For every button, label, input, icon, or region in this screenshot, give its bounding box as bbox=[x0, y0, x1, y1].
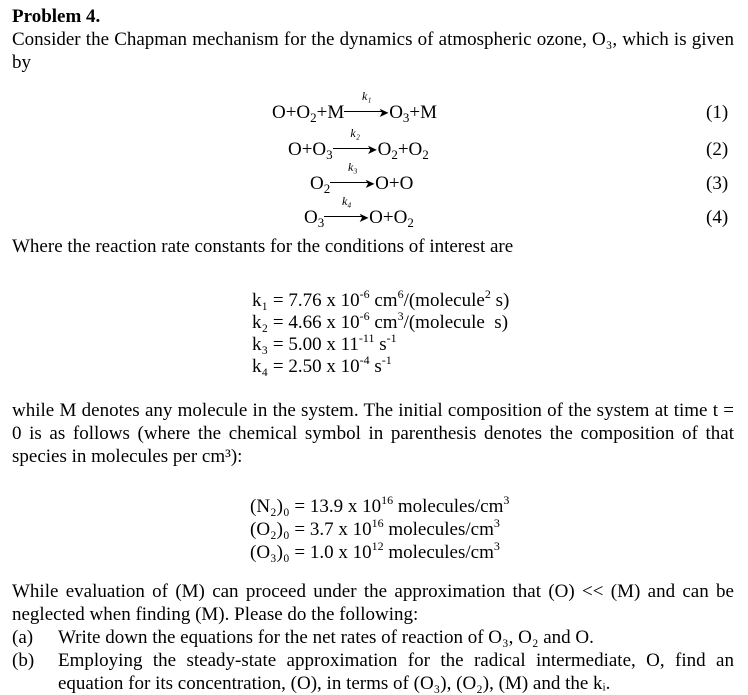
rate-label-k2: k₂ bbox=[350, 126, 360, 140]
intro-paragraph: Consider the Chapman mechanism for the dynamics of atmospheric ozone, O₃, which is given by bbox=[12, 29, 734, 73]
rate-constant-k3: k₃ = 5.00 x $11^{-11}$ $s^{-1}$ bbox=[252, 331, 397, 355]
task-a-label: (a) bbox=[12, 627, 34, 648]
rate-label-k1: k₁ bbox=[361, 89, 372, 103]
rate-label-k4: k₄ bbox=[341, 194, 352, 208]
task-a bbox=[12, 626, 734, 649]
task-b-text: Employing the steady-state approximation for the radical intermediate, O, find an equation for its concentration, (O), in terms of (O₃), (O₂), (M) and the kᵢ. bbox=[58, 650, 734, 694]
equation-number-4: (4) bbox=[706, 207, 729, 228]
problem-title: Problem 4. bbox=[12, 6, 101, 27]
task-b bbox=[12, 649, 734, 695]
rate-constant-k4: k₄ = 2.50 x $10^{-4}$ $s^{-1}$ bbox=[252, 353, 392, 377]
equation-4: $O_3$ k₄ $➤O+O_2$ bbox=[304, 194, 414, 230]
initial-o2: (O₂)₀ = 3.7 x $10^{16}$ molecules/$cm^3$ bbox=[250, 516, 500, 540]
task-a-text: Write down the equations for the net rates of reaction of O₃, O₂ and O. bbox=[58, 627, 594, 648]
initial-o3: (O₃)₀ = 1.0 x $10^{12}$ molecules/$cm^3$ bbox=[250, 539, 500, 563]
equation-3: $O_2$ k₃ ➤O+O bbox=[310, 160, 414, 196]
rate-constant-k1: k₁ = 7.76 x $10^{-6}$ $cm^6/(molecule^2$ s) bbox=[252, 287, 510, 311]
rate-intro: Where the reaction rate constants for the conditions of interest are bbox=[12, 236, 514, 257]
rate-constant-k2: k₂ = 4.66 x $10^{-6}$ $cm^3/(molecule$ s) bbox=[252, 309, 509, 333]
equation-number-2: (2) bbox=[706, 139, 729, 160]
equation-number-3: (3) bbox=[706, 173, 729, 194]
approximation-paragraph: While evaluation of (M) can proceed under the approximation that (O) << (M) and can be neglected when finding (M). Please do the following: bbox=[12, 581, 734, 625]
equation-number-1: (1) bbox=[706, 102, 729, 123]
equation-2: $O+O_3$ k₂ $➤O_2+O_2$ bbox=[288, 126, 429, 162]
initial-n2: (N₂)₀ = 13.9 x $10^{16}$ molecules/$cm^3$ bbox=[250, 493, 510, 517]
initial-composition-intro: while M denotes any molecule in the system. The initial composition of the system at time t = 0 is as follows (where the chemical symbol in parenthesis denotes the composition of that species in molecules per cm³): bbox=[12, 400, 734, 467]
task-b-label: (b) bbox=[12, 650, 35, 671]
equation-1: $O+O_2+M$ k₁ $➤O_3+M$ bbox=[272, 89, 438, 125]
rate-label-k3: k₃ bbox=[347, 160, 358, 174]
